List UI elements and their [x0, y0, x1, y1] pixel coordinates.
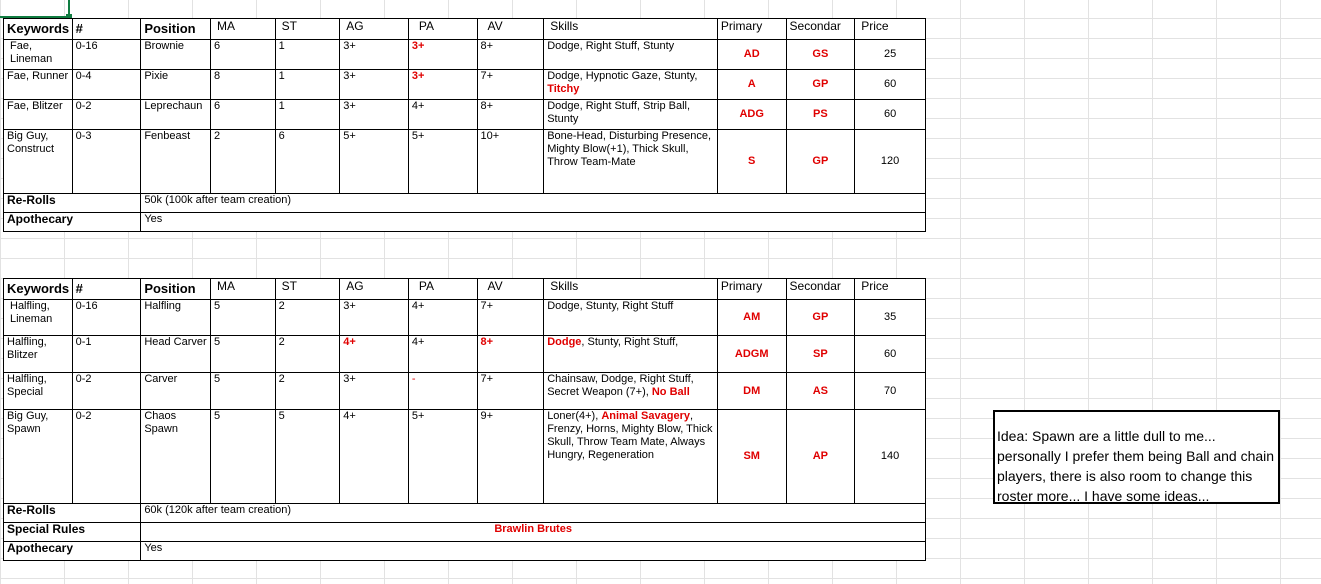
pa-cell[interactable]: 5+: [408, 410, 477, 504]
special-rules-value[interactable]: Brawlin Brutes: [141, 523, 926, 542]
av-cell[interactable]: 8+: [477, 100, 544, 130]
table-row: [4, 40, 926, 70]
header-keywords[interactable]: Keywords: [4, 279, 73, 300]
keywords-cell[interactable]: Halfling, Blitzer: [4, 336, 73, 373]
skills-cell[interactable]: [544, 373, 718, 410]
ag-cell[interactable]: 3+: [340, 373, 409, 410]
av-cell[interactable]: 7+: [477, 300, 544, 336]
skills-cell[interactable]: Bone-Head, Disturbing Presence, Mighty Blow(+1), Thick Skull, Throw Team-Mate: [544, 130, 718, 194]
price-cell[interactable]: 25: [855, 40, 926, 70]
secondary-cell[interactable]: PS: [786, 100, 855, 130]
position-cell[interactable]: Pixie: [141, 70, 211, 100]
position-cell[interactable]: Leprechaun: [141, 100, 211, 130]
header-secondary[interactable]: Secondar: [786, 279, 855, 300]
header-secondary[interactable]: Secondar: [786, 19, 855, 40]
st-cell[interactable]: 1: [275, 40, 340, 70]
ag-cell[interactable]: 3+: [340, 300, 409, 336]
header-keywords[interactable]: Keywords: [4, 19, 73, 40]
secondary-cell[interactable]: AP: [786, 410, 855, 504]
secondary-cell[interactable]: GP: [786, 70, 855, 100]
position-cell[interactable]: Carver: [141, 373, 211, 410]
price-cell[interactable]: 60: [855, 336, 926, 373]
skills-text-rest: , Frenzy, Horns, Mighty Blow, Thick Skull, Throw Team Mate, Always Hungry, Regeneration: [547, 410, 713, 461]
ma-cell[interactable]: 5: [210, 410, 275, 504]
position-cell[interactable]: Head Carver: [141, 336, 211, 373]
roster-table-halfling: [3, 278, 926, 561]
table-row: [4, 300, 926, 336]
number-cell[interactable]: 0-16: [72, 300, 141, 336]
st-cell[interactable]: 6: [275, 130, 340, 194]
ag-cell[interactable]: 4+: [340, 336, 409, 373]
header-st[interactable]: ST: [275, 19, 340, 40]
table-row: [4, 336, 926, 373]
roster-table-fae: [3, 18, 926, 232]
apothecary-label[interactable]: Apothecary: [4, 213, 141, 232]
pa-cell[interactable]: 4+: [408, 336, 477, 373]
primary-cell[interactable]: SM: [717, 410, 786, 504]
header-price[interactable]: Price: [855, 279, 926, 300]
header-st[interactable]: ST: [275, 279, 340, 300]
price-cell[interactable]: 60: [855, 100, 926, 130]
header-ma[interactable]: MA: [210, 279, 275, 300]
skills-cell[interactable]: Dodge, Right Stuff, Strip Ball, Stunty: [544, 100, 718, 130]
secondary-cell[interactable]: SP: [786, 336, 855, 373]
keywords-cell[interactable]: Big Guy, Spawn: [4, 410, 73, 504]
number-cell[interactable]: 0-2: [72, 373, 141, 410]
header-ma[interactable]: MA: [210, 19, 275, 40]
header-price[interactable]: Price: [855, 19, 926, 40]
skill-highlight: Titchy: [547, 83, 580, 95]
number-cell[interactable]: 0-16: [72, 40, 141, 70]
ag-cell[interactable]: 3+: [340, 100, 409, 130]
table-row: [4, 410, 926, 504]
secondary-cell[interactable]: GS: [786, 40, 855, 70]
skills-cell[interactable]: [544, 410, 718, 504]
skill-highlight: Dodge: [547, 336, 582, 348]
ag-cell[interactable]: 5+: [340, 130, 409, 194]
primary-cell[interactable]: A: [717, 70, 786, 100]
ag-cell[interactable]: 3+: [340, 70, 409, 100]
rerolls-row: [4, 504, 926, 523]
st-cell[interactable]: 5: [275, 410, 340, 504]
skills-text: Chainsaw, Dodge, Right Stuff, Secret Weapon (7+),: [547, 373, 694, 398]
header-row: [4, 19, 926, 40]
st-cell[interactable]: 2: [275, 336, 340, 373]
ma-cell[interactable]: 2: [210, 130, 275, 194]
skills-text: Loner(4+),: [547, 410, 599, 422]
av-cell[interactable]: 8+: [477, 336, 544, 373]
secondary-cell[interactable]: GP: [786, 300, 855, 336]
keywords-cell[interactable]: Fae, Runner: [4, 70, 73, 100]
header-number[interactable]: #: [72, 279, 141, 300]
rerolls-value[interactable]: 60k (120k after team creation): [141, 504, 926, 523]
header-number[interactable]: #: [72, 19, 141, 40]
rerolls-value[interactable]: 50k (100k after team creation): [141, 194, 926, 213]
av-cell[interactable]: 7+: [477, 373, 544, 410]
position-cell[interactable]: Halfling: [141, 300, 211, 336]
av-cell[interactable]: 10+: [477, 130, 544, 194]
note-textbox[interactable]: Idea: Spawn are a little dull to me... personally I prefer them being Ball and chain players, there is also room to change this roster more... I have some ideas...: [993, 410, 1280, 504]
header-position[interactable]: Position: [141, 279, 211, 300]
price-cell[interactable]: 35: [855, 300, 926, 336]
av-cell[interactable]: 8+: [477, 40, 544, 70]
header-primary[interactable]: Primary: [717, 19, 786, 40]
header-pa[interactable]: PA: [408, 19, 477, 40]
pa-cell[interactable]: 3+: [408, 70, 477, 100]
ag-cell[interactable]: 3+: [340, 40, 409, 70]
skills-text: Dodge, Hypnotic Gaze, Stunty,: [547, 70, 698, 82]
table-row: [4, 70, 926, 100]
header-row: [4, 279, 926, 300]
primary-cell[interactable]: AM: [717, 300, 786, 336]
apothecary-row: [4, 542, 926, 561]
keywords-cell[interactable]: Fae, Lineman: [4, 40, 73, 70]
special-rules-label[interactable]: Special Rules: [4, 523, 141, 542]
apothecary-value[interactable]: Yes: [141, 542, 926, 561]
pa-cell[interactable]: 3+: [408, 40, 477, 70]
position-cell[interactable]: Chaos Spawn: [141, 410, 211, 504]
position-cell[interactable]: Fenbeast: [141, 130, 211, 194]
special-rules-row: [4, 523, 926, 542]
primary-cell[interactable]: AD: [717, 40, 786, 70]
header-primary[interactable]: Primary: [717, 279, 786, 300]
skill-highlight: No Ball: [651, 386, 690, 398]
pa-cell[interactable]: -: [408, 373, 477, 410]
pa-cell[interactable]: 4+: [408, 300, 477, 336]
header-av[interactable]: AV: [477, 279, 544, 300]
skills-cell[interactable]: [544, 336, 718, 373]
ma-cell[interactable]: 6: [210, 40, 275, 70]
st-cell[interactable]: 2: [275, 373, 340, 410]
st-cell[interactable]: 1: [275, 100, 340, 130]
primary-cell[interactable]: S: [717, 130, 786, 194]
header-position[interactable]: Position: [141, 19, 211, 40]
pa-cell[interactable]: 4+: [408, 100, 477, 130]
skill-highlight: Animal Savagery: [601, 410, 690, 422]
keywords-cell[interactable]: Big Guy, Construct: [4, 130, 73, 194]
rerolls-row: [4, 194, 926, 213]
skills-text: , Stunty, Right Stuff,: [581, 336, 679, 348]
table-row: [4, 373, 926, 410]
header-av[interactable]: AV: [477, 19, 544, 40]
ma-cell[interactable]: 5: [210, 300, 275, 336]
number-cell[interactable]: 0-2: [72, 100, 141, 130]
secondary-cell[interactable]: AS: [786, 373, 855, 410]
number-cell[interactable]: 0-2: [72, 410, 141, 504]
number-cell[interactable]: 0-3: [72, 130, 141, 194]
price-cell[interactable]: 70: [855, 373, 926, 410]
skills-cell[interactable]: [544, 70, 718, 100]
keywords-cell[interactable]: Fae, Blitzer: [4, 100, 73, 130]
av-cell[interactable]: 7+: [477, 70, 544, 100]
primary-cell[interactable]: ADG: [717, 100, 786, 130]
primary-cell[interactable]: DM: [717, 373, 786, 410]
table-row: [4, 100, 926, 130]
price-cell[interactable]: 140: [855, 410, 926, 504]
header-ag[interactable]: AG: [340, 279, 409, 300]
av-cell[interactable]: 9+: [477, 410, 544, 504]
header-skills[interactable]: Skills: [544, 279, 718, 300]
st-cell[interactable]: 1: [275, 70, 340, 100]
ma-cell[interactable]: 5: [210, 373, 275, 410]
keywords-cell[interactable]: Halfling, Special: [4, 373, 73, 410]
st-cell[interactable]: 2: [275, 300, 340, 336]
apothecary-row: [4, 213, 926, 232]
rerolls-label[interactable]: Re-Rolls: [4, 504, 141, 523]
active-cell-selection[interactable]: [0, 0, 70, 18]
price-cell[interactable]: 60: [855, 70, 926, 100]
skills-cell[interactable]: Dodge, Right Stuff, Stunty: [544, 40, 718, 70]
price-cell[interactable]: 120: [855, 130, 926, 194]
header-skills[interactable]: Skills: [544, 19, 718, 40]
primary-cell[interactable]: ADGM: [717, 336, 786, 373]
secondary-cell[interactable]: GP: [786, 130, 855, 194]
pa-cell[interactable]: 5+: [408, 130, 477, 194]
ma-cell[interactable]: 5: [210, 336, 275, 373]
table-row: [4, 130, 926, 194]
ma-cell[interactable]: 6: [210, 100, 275, 130]
apothecary-label[interactable]: Apothecary: [4, 542, 141, 561]
ag-cell[interactable]: 4+: [340, 410, 409, 504]
header-pa[interactable]: PA: [408, 279, 477, 300]
skills-cell[interactable]: Dodge, Stunty, Right Stuff: [544, 300, 718, 336]
keywords-cell[interactable]: Halfling, Lineman: [4, 300, 73, 336]
header-ag[interactable]: AG: [340, 19, 409, 40]
number-cell[interactable]: 0-1: [72, 336, 141, 373]
position-cell[interactable]: Brownie: [141, 40, 211, 70]
apothecary-value[interactable]: Yes: [141, 213, 926, 232]
rerolls-label[interactable]: Re-Rolls: [4, 194, 141, 213]
ma-cell[interactable]: 8: [210, 70, 275, 100]
number-cell[interactable]: 0-4: [72, 70, 141, 100]
